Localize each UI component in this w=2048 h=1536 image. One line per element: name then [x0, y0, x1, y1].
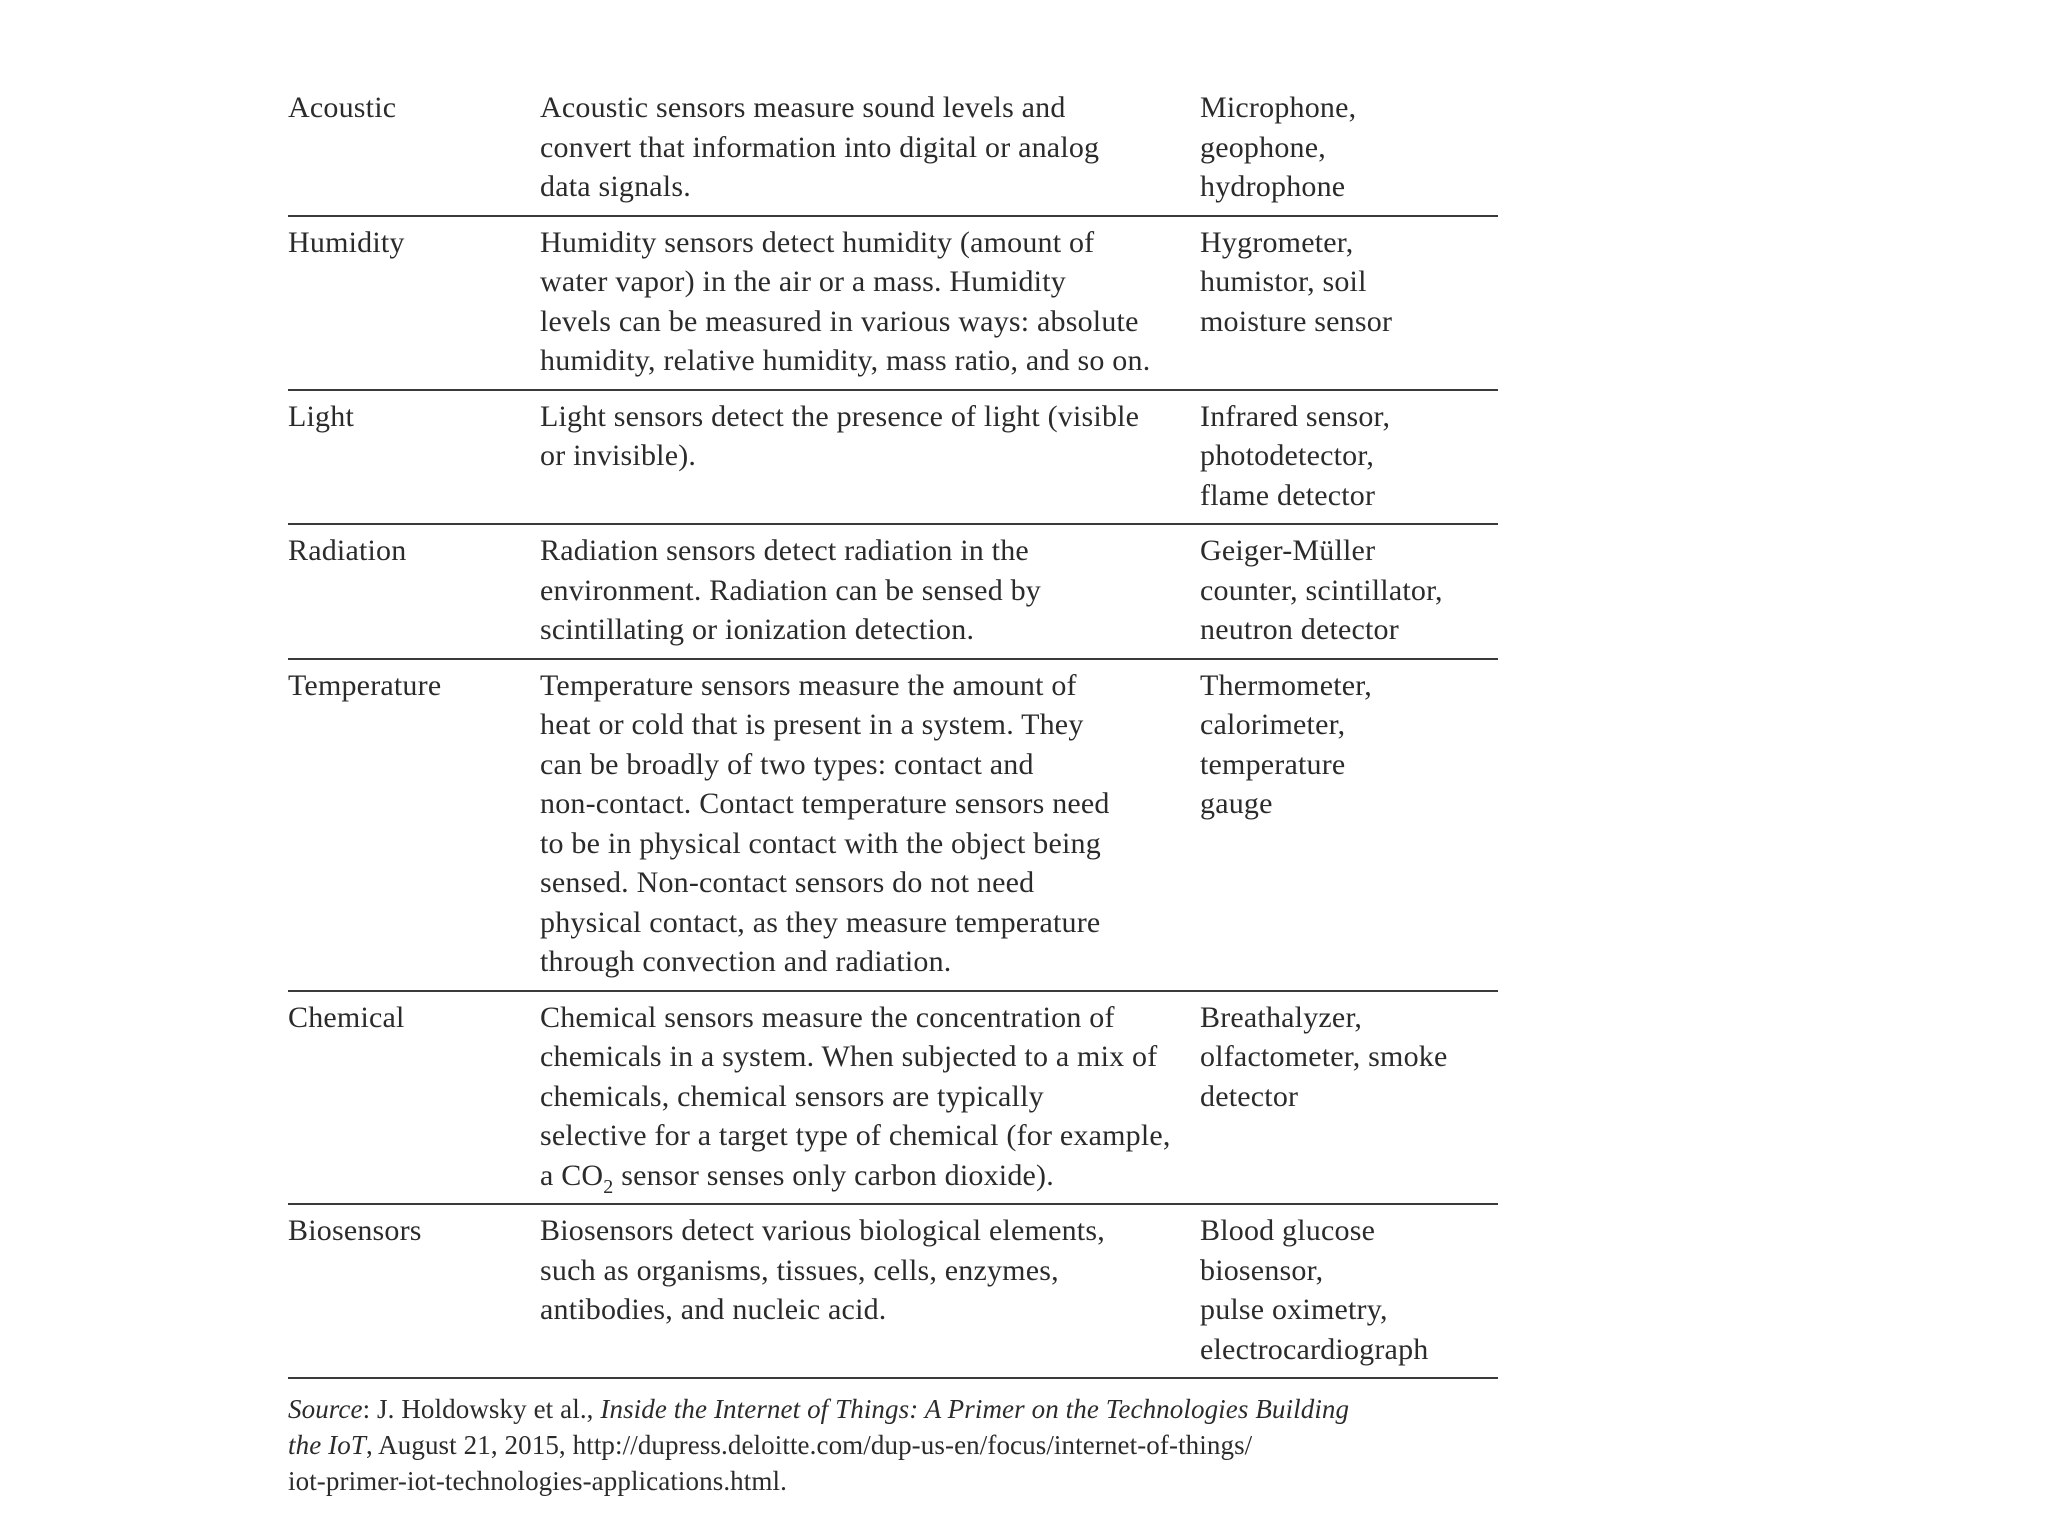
sensor-examples: Geiger-Müller counter, scintillator, neutron detector	[1200, 534, 1443, 646]
sensor-table	[288, 86, 1498, 1499]
sensor-description: Light sensors detect the presence of light (visible or invisible).	[540, 399, 1140, 472]
sensor-description: Radiation sensors detect radiation in the environment. Radiation can be sensed by scintillating or ionization detection.	[540, 534, 1041, 646]
source-note: Source: J. Holdowsky et al., Inside the Internet of Things: A Primer on the Technologies Building the IoT, August 21, 2015, http://dupress.deloitte.com/dup-us-en/focus/internet-of-things/ iot-primer-iot-technologies-applications.html.	[288, 1394, 1350, 1496]
sensor-examples: Breathalyzer, olfactometer, smoke detector	[1200, 1000, 1448, 1113]
table-row-biosensors	[288, 1205, 1498, 1379]
sensor-type: Light	[288, 399, 354, 433]
sensor-description: Temperature sensors measure the amount of heat or cold that is present in a system. They can be broadly of two types: contact and non-contact. Contact temperature sensors need to be in physical contact with the object being sensed. Non-contact sensors do not need physical contact, as they measure temperature through convection and radiation.	[540, 668, 1110, 978]
co2-line: a $CO_2$ sensor senses only carbon dioxide).	[540, 1158, 1054, 1198]
sensor-type: Chemical	[288, 1000, 405, 1034]
table-row-acoustic	[288, 86, 1498, 217]
table-row-humidity	[288, 217, 1498, 391]
table-row-light	[288, 391, 1498, 526]
sensor-type: Humidity	[288, 225, 405, 259]
sensor-examples: Infrared sensor, photodetector, flame detector	[1200, 399, 1391, 512]
sensor-description: Biosensors detect various biological elements, such as organisms, tissues, cells, enzymes, antibodies, and nucleic acid.	[540, 1214, 1105, 1326]
table-row-chemical	[288, 992, 1498, 1206]
source-url: , August 21, 2015, http://dupress.deloitte.com/dup-us-en/focus/internet-of-things/	[365, 1430, 1253, 1460]
table-row-radiation	[288, 525, 1498, 660]
sensor-description: Acoustic sensors measure sound levels and convert that information into digital or analog data signals.	[540, 91, 1100, 203]
sensor-description: Humidity sensors detect humidity (amount of water vapor) in the air or a mass. Humidity levels can be measured in various ways: absolute humidity, relative humidity, mass ratio, and so on.	[540, 225, 1151, 377]
sensor-examples: Hygrometer, humistor, soil moisture sensor	[1200, 225, 1393, 338]
sensor-type: Biosensors	[288, 1214, 422, 1247]
table-row-temperature	[288, 660, 1498, 992]
sensor-examples: Microphone, geophone, hydrophone	[1200, 91, 1357, 203]
sensor-examples: Thermometer, calorimeter, temperature gauge	[1200, 668, 1372, 820]
source-label: Source	[288, 1394, 363, 1424]
sensor-examples: Blood glucose biosensor, pulse oximetry, electrocardiograph	[1200, 1214, 1429, 1366]
sensor-type: Radiation	[288, 534, 407, 567]
source-title: Inside the Internet of Things: A Primer on the Technologies Building	[600, 1394, 1350, 1424]
sensor-description: Chemical sensors measure the concentration of chemicals in a system. When subjected to a mix of chemicals, chemical sensors are typically selective for a target type of chemical (for example, a $CO_2$ sensor senses only carbon dioxide).	[540, 998, 1200, 1196]
sensor-type: Temperature	[288, 668, 442, 702]
sensor-type: Acoustic	[288, 91, 397, 124]
